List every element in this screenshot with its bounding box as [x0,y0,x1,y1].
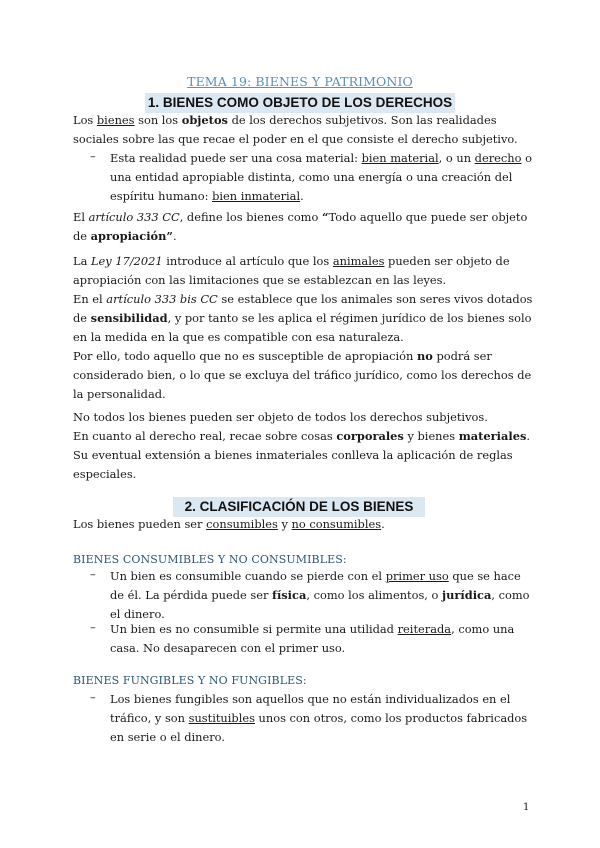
bullet-marker: – [90,567,96,581]
subheading-fungibles: BIENES FUNGIBLES Y NO FUNGIBLES: [73,674,307,687]
section-1-heading: 1. BIENES COMO OBJETO DE LOS DERECHOS [145,93,455,113]
bullet-marker: – [90,620,96,634]
section-2-heading: 2. CLASIFICACIÓN DE LOS BIENES [173,497,425,517]
section-1-paragraph-1: Los bienes son los objetos de los derechos subjetivos. Son las realidades sociales sobre las que recae el poder en el que consiste el derecho subjetivo. [73,113,518,146]
section-2-intro: Los bienes pueden ser consumibles y no consumibles. [73,517,385,531]
consumibles-bullet-1: Un bien es consumible cuando se pierde con el primer uso que se hace de él. La pérdida puede ser física, como los alimentos, o jurídica, como el dinero. [110,569,530,621]
section-1-bullet-1: Esta realidad puede ser una cosa material: bien material, o un derecho o una entidad apropiable distinta, como una energía o una creación del espíritu humano: bien inmaterial. [110,151,532,203]
bullet-marker: – [90,149,96,163]
section-1-paragraph-5: No todos los bienes pueden ser objeto de todos los derechos subjetivos. En cuanto al derecho real, recae sobre cosas corporales y bienes materiales. Su eventual extensión a bienes inmateriales conlleva la aplicación de reglas especiales. [73,410,530,481]
fungibles-bullet-1: Los bienes fungibles son aquellos que no están individualizados en el tráfico, y son sustituibles unos con otros, como los productos fabricados en serie o el dinero. [110,692,528,744]
bullet-marker: – [90,690,96,704]
subheading-consumibles: BIENES CONSUMIBLES Y NO CONSUMIBLES: [73,553,347,566]
section-1-paragraph-2: El artículo 333 CC, define los bienes como “Todo aquello que puede ser objeto de apropiación”. [73,210,528,243]
section-1-paragraph-3: La Ley 17/2021 introduce al artículo que los animales pueden ser objeto de apropiación con las limitaciones que se establezcan en las leyes. En el artículo 333 bis CC se establece que los animales son seres vivos dotados de sensibilidad, y por tanto se les aplica el régimen jurídico de los bienes solo en la medida en la que es compatible con esa naturaleza. [73,254,533,344]
consumibles-bullet-2: Un bien es no consumible si permite una utilidad reiterada, como una casa. No desaparecen con el primer uso. [110,622,515,655]
page-number: 1 [523,802,530,813]
section-1-paragraph-4: Por ello, todo aquello que no es susceptible de apropiación no podrá ser considerado bien, o lo que se excluya del tráfico jurídico, como los derechos de la personalidad. [73,349,532,401]
document-title: TEMA 19: BIENES Y PATRIMONIO [187,74,413,89]
